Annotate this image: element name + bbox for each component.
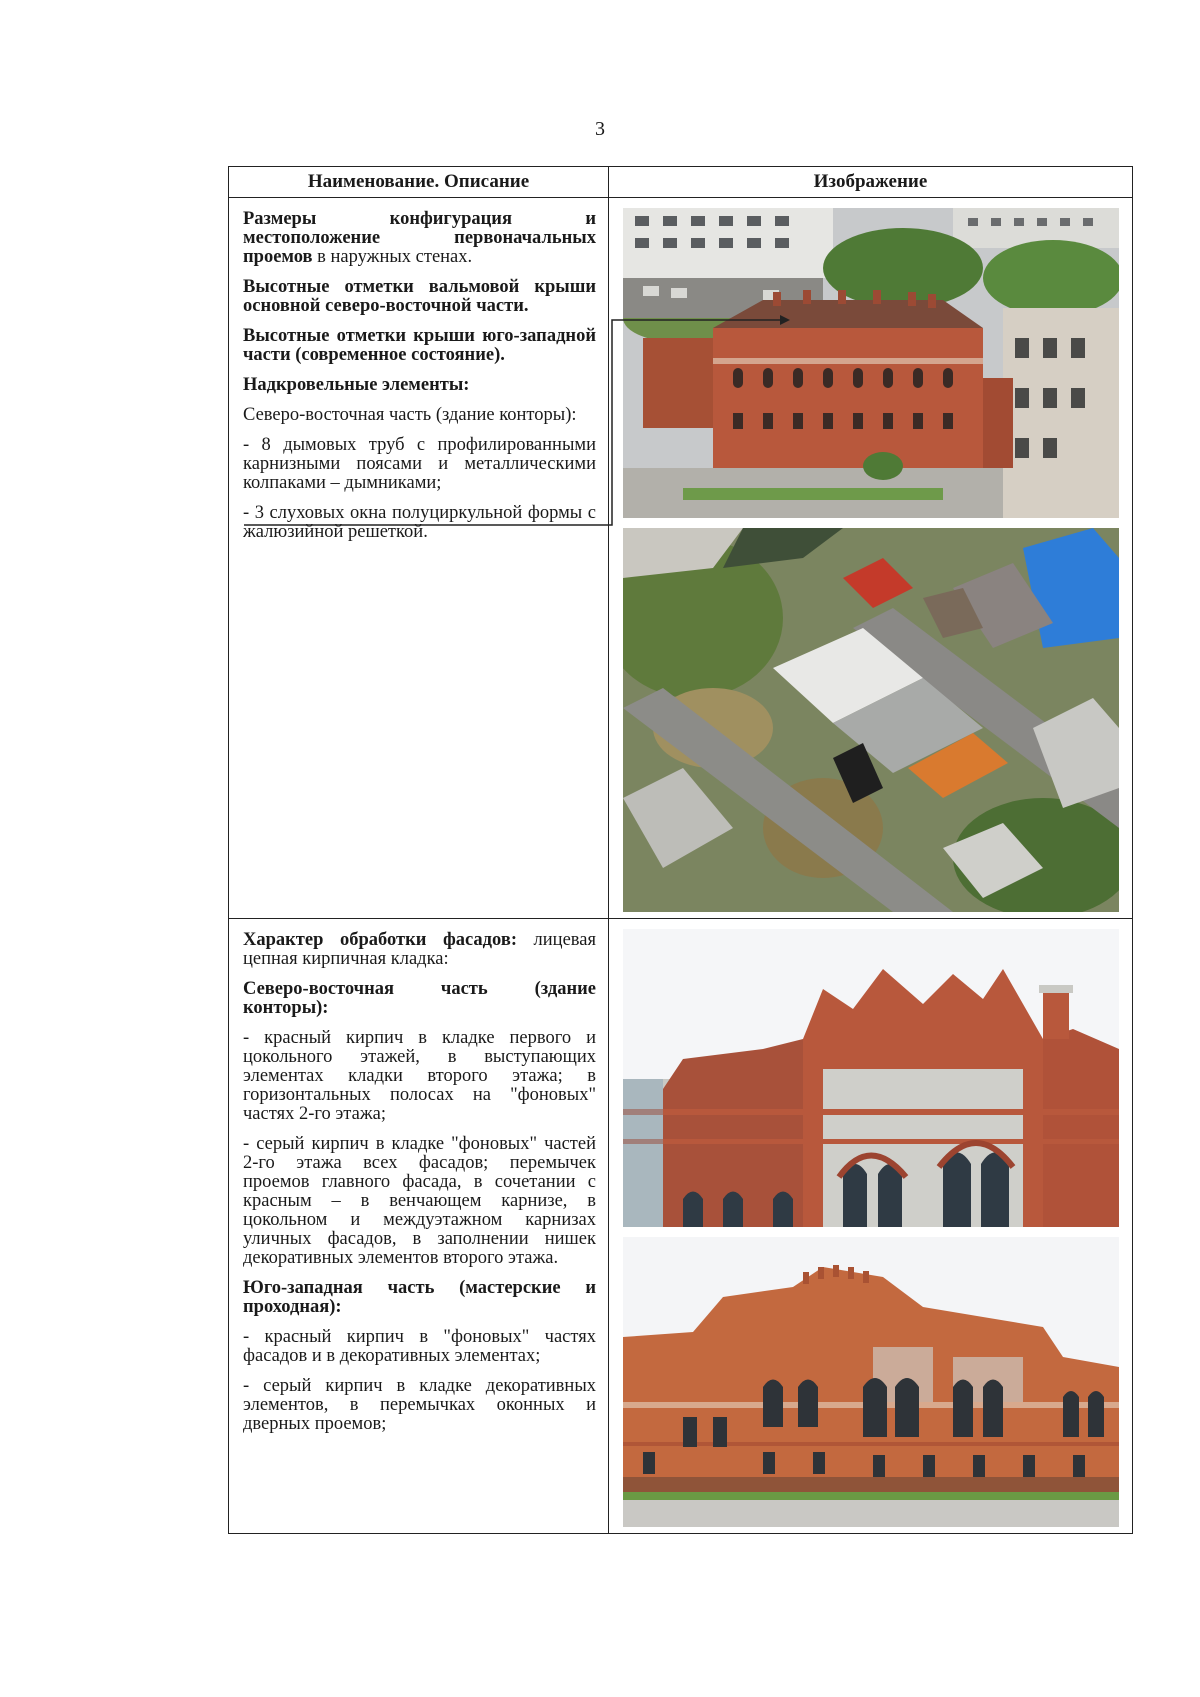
roof-elements-heading: Надкровельные элементы: xyxy=(243,375,470,395)
row1-image-cell xyxy=(609,198,1133,919)
row2-image-cell xyxy=(609,919,1133,1534)
openings-heading: Размеры конфигурация и местоположение первоначальных проемов xyxy=(243,209,596,267)
page-number: 3 xyxy=(595,118,605,140)
openings-paragraph xyxy=(243,210,596,267)
table-row xyxy=(229,919,1133,1534)
table-header-row xyxy=(229,167,1133,198)
row1-description-cell xyxy=(229,198,609,919)
hip-roof-heights: Высотные отметки вальмовой крыши основной северо-восточной части. xyxy=(243,277,596,316)
facade-treatment-text: лицевая цепная кирпичная кладка: xyxy=(243,930,596,969)
facade-full-photo xyxy=(623,1237,1119,1527)
dormers-item: - 3 слуховых окна полуциркульной формы с жалюзийной решеткой. xyxy=(243,503,596,542)
description-table xyxy=(228,166,1133,1534)
aerial-oblique-photo xyxy=(623,208,1119,518)
header-image: Изображение xyxy=(609,167,1133,198)
facade-closeup-photo xyxy=(623,929,1119,1227)
ne-part-label: Северо-восточная часть (здание конторы): xyxy=(243,405,577,425)
table-row xyxy=(229,198,1133,919)
sw-part-heading: Юго-западная часть (мастерские и проходная): xyxy=(243,1278,596,1317)
grey-brick-sw-item: - серый кирпич в кладке декоративных элементов, в перемычках оконных и дверных проемов; xyxy=(243,1376,596,1434)
ne-part-heading: Северо-восточная часть (здание конторы): xyxy=(243,979,596,1018)
aerial-topdown-photo xyxy=(623,528,1119,912)
facade-treatment-heading: Характер обработки фасадов: xyxy=(243,930,517,950)
red-brick-ne-item: - красный кирпич в кладке первого и цокольного этажей, в выступающих элементах кладки второго этажа; в горизонтальных полосах на "фоновых" частях 2-го этажа; xyxy=(243,1028,596,1124)
header-name-description: Наименование. Описание xyxy=(229,167,609,198)
openings-text: в наружных стенах. xyxy=(312,247,473,267)
row2-description-cell xyxy=(229,919,609,1534)
sw-roof-heights: Высотные отметки крыши юго-западной части (современное состояние). xyxy=(243,326,596,365)
chimneys-item: - 8 дымовых труб с профилированными карнизными поясами и металлическими колпаками – дымниками; xyxy=(243,435,596,493)
red-brick-sw-item: - красный кирпич в "фоновых" частях фасадов и в декоративных элементах; xyxy=(243,1327,596,1366)
grey-brick-ne-item: - серый кирпич в кладке "фоновых" частей 2-го этажа всех фасадов; перемычек проемов главного фасада, в сочетании с красным – в венчающем карнизе, в цокольном и междуэтажном карнизах уличных фасадов, в заполнении нишек декоративных элементов второго этажа. xyxy=(243,1134,596,1268)
facade-treatment-paragraph xyxy=(243,931,596,969)
